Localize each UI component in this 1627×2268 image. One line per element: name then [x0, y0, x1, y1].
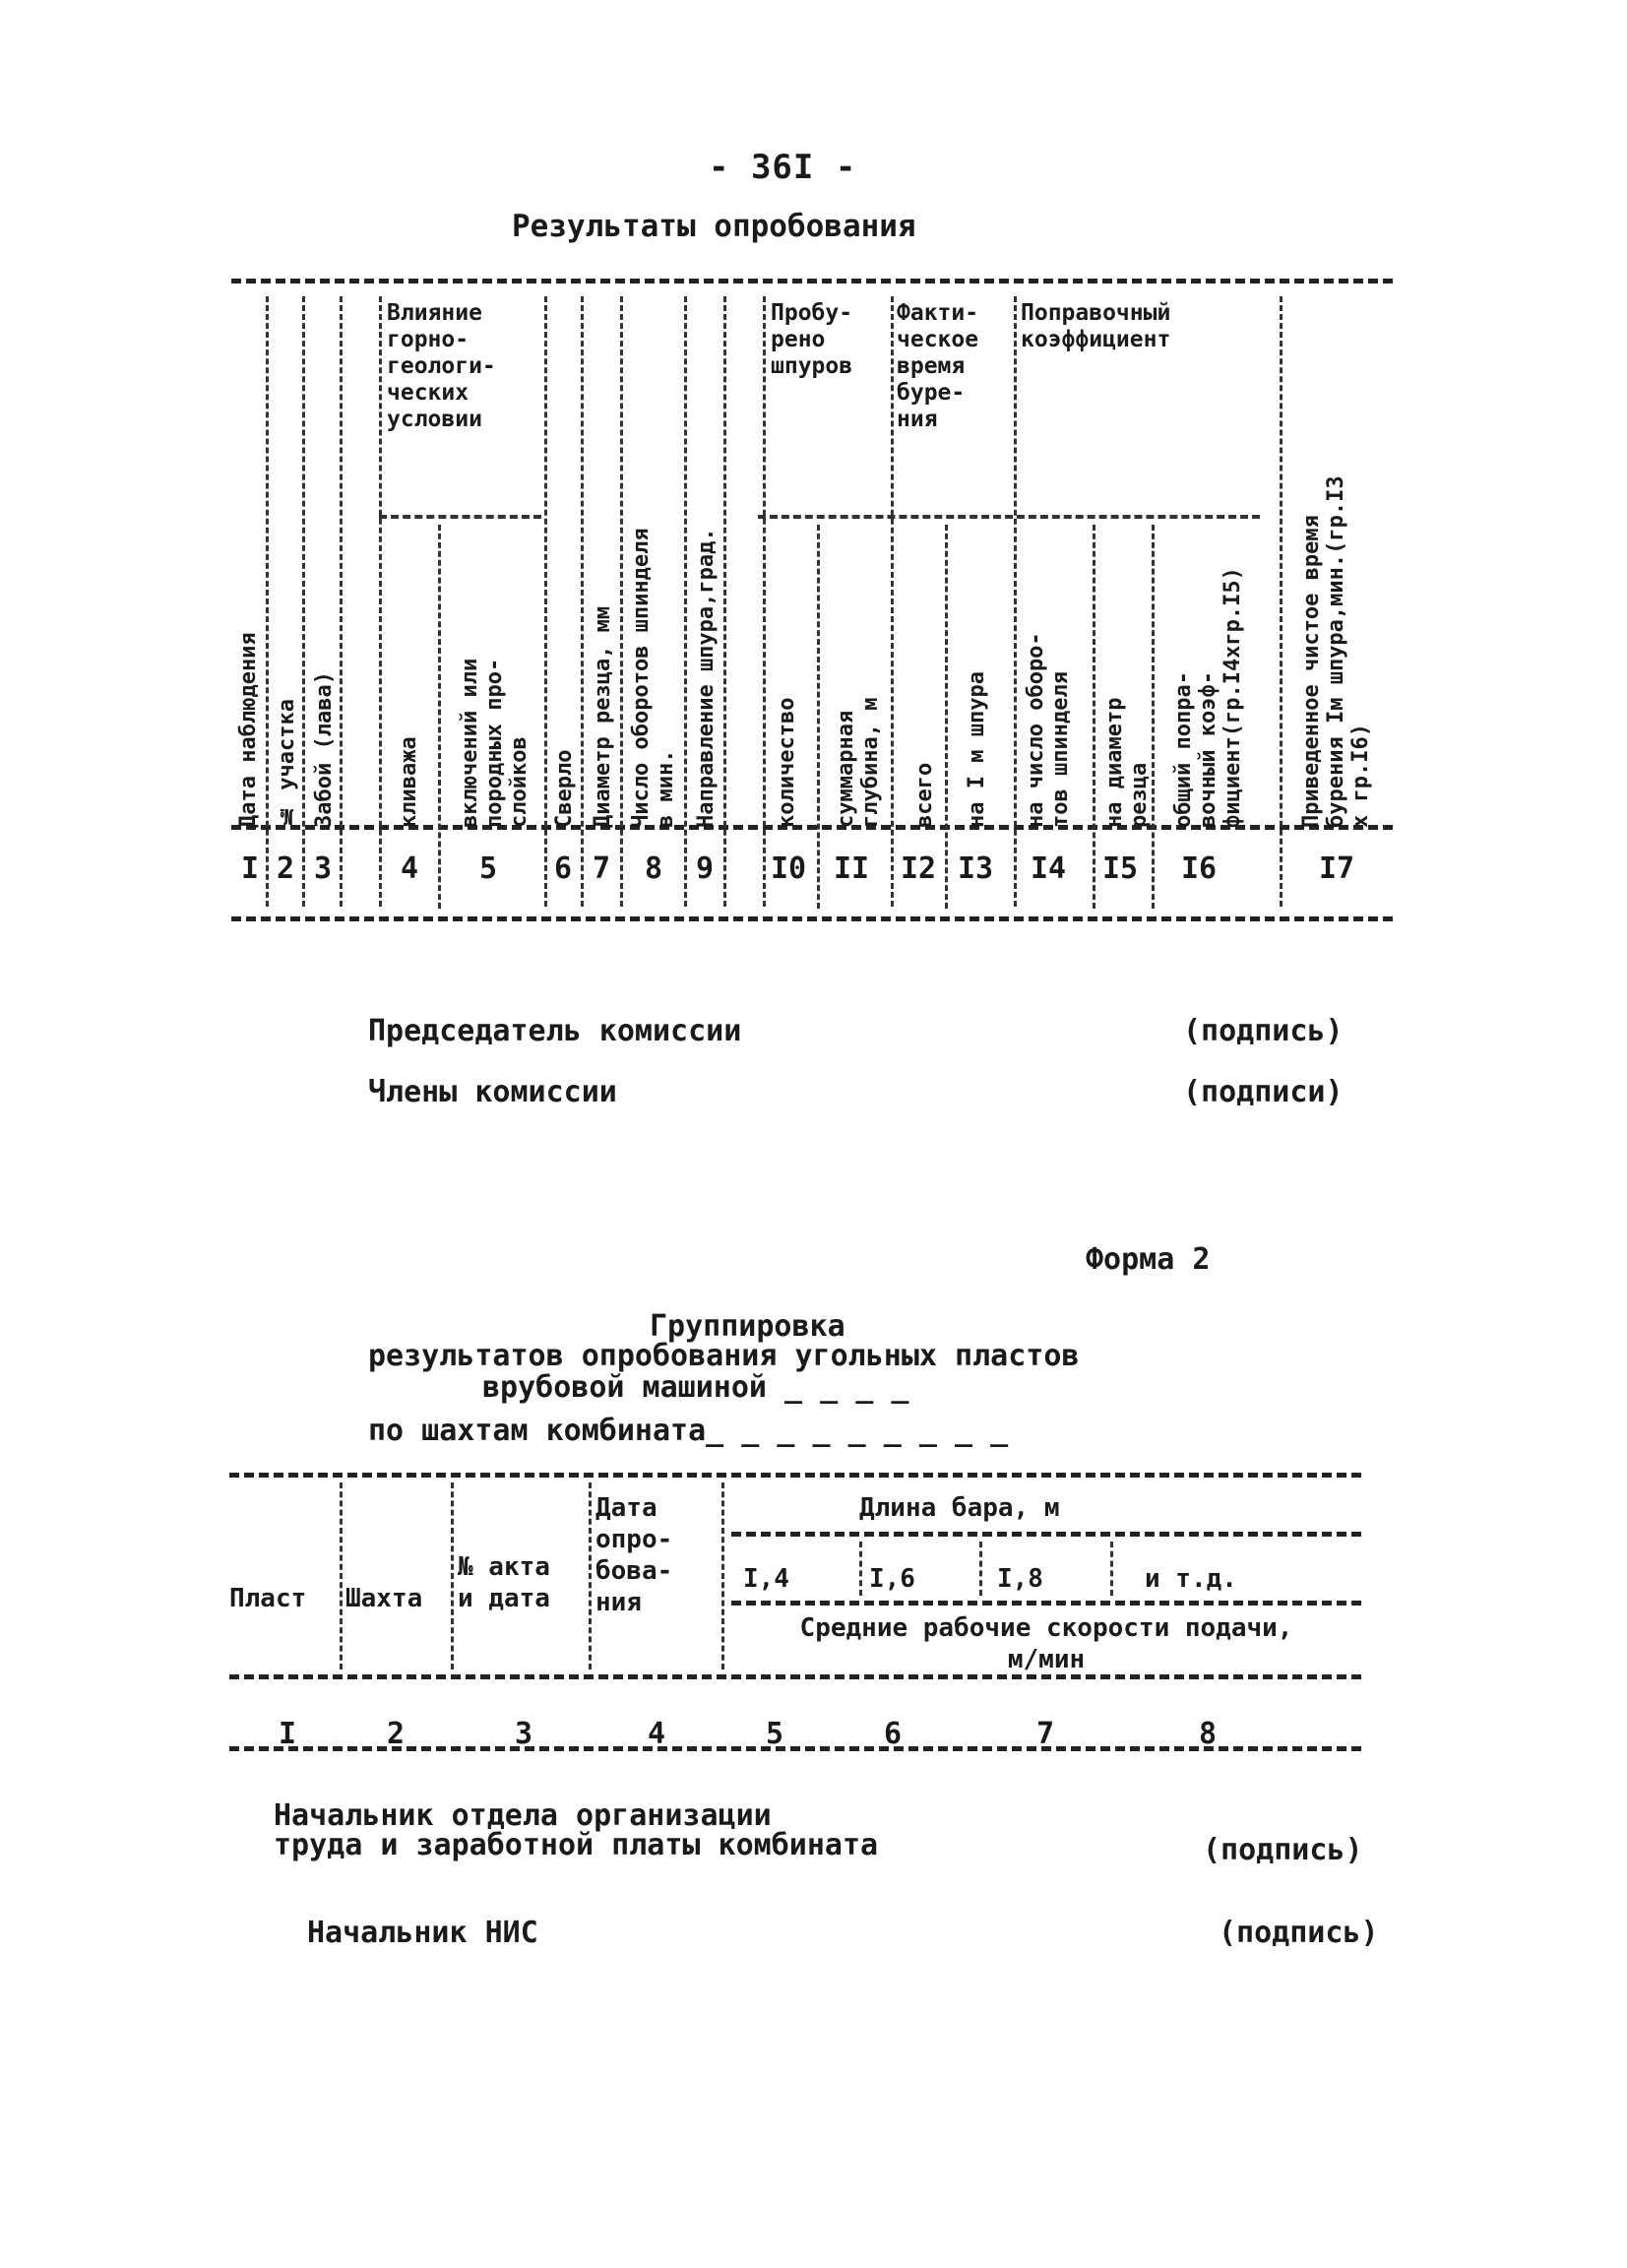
- bar-value-2: I,6: [869, 1564, 915, 1594]
- speed-header: Средние рабочие скорости подачи, м/мин: [799, 1613, 1293, 1674]
- col-sep: [1280, 296, 1283, 907]
- col-sep: [379, 296, 382, 907]
- bar-value-3: I,8: [997, 1564, 1043, 1594]
- col-number: I4: [1031, 851, 1067, 886]
- col-plast: Пласт: [229, 1584, 307, 1613]
- group-header-drilled: Пробу- рено шпуров: [771, 300, 853, 379]
- grouping-table: [229, 1473, 1361, 1753]
- bar-length-header: Длина бара, м: [859, 1493, 1060, 1523]
- col-header-7: Диаметр резца, мм: [591, 605, 615, 828]
- col-header-16: общий попра- вочный коэф- фициент(гр.I4хгр.I5): [1171, 567, 1245, 828]
- col-number: II: [834, 851, 870, 886]
- head-labor-dept-signature: (подпись): [1203, 1833, 1363, 1867]
- col-header-15: на диаметр резца: [1102, 697, 1152, 828]
- col-number: 2: [277, 851, 295, 886]
- chair-signature: (подпись): [1183, 1014, 1344, 1048]
- col-header-17: Приведенное чистое время бурения Iм шпура,мин.(гр.I3 х гр.I6): [1299, 475, 1373, 828]
- col-sep: [302, 296, 305, 907]
- table2-top-rule: [229, 1473, 1361, 1478]
- col-header-8: Число оборотов шпинделя в мин.: [629, 528, 678, 828]
- results-table: [231, 279, 1393, 926]
- members-signature: (подписи): [1183, 1075, 1344, 1109]
- col-sep: [1093, 525, 1095, 909]
- col-header-1: Дата наблюдения: [236, 632, 261, 828]
- col-test-date: Дата опро- бова- ния: [595, 1493, 673, 1617]
- col-sep: [620, 296, 623, 907]
- col-sep: [945, 525, 948, 909]
- col-sep: [340, 1482, 343, 1670]
- col-number: 5: [766, 1717, 784, 1751]
- col-sep: [438, 525, 441, 909]
- members-label: Члены комиссии: [368, 1075, 617, 1109]
- col-sep: [891, 296, 894, 907]
- col-number: 6: [884, 1717, 903, 1751]
- col-number: I: [279, 1717, 297, 1751]
- col-header-11: суммарная глубина, м: [834, 697, 883, 828]
- col-number: 2: [387, 1717, 406, 1751]
- head-nis-label: Начальник НИС: [307, 1916, 538, 1950]
- col-header-3: Забой (лава): [312, 671, 337, 828]
- col-number: I0: [771, 851, 807, 886]
- table2-values-rule: [731, 1601, 1361, 1606]
- col-sep: [544, 296, 547, 907]
- chair-label: Председатель комиссии: [368, 1014, 742, 1048]
- col-number: 5: [479, 851, 498, 886]
- col-number: 4: [648, 1717, 666, 1751]
- col-number: 8: [645, 851, 663, 886]
- col-sep: [723, 296, 726, 907]
- col-sep: [979, 1542, 982, 1596]
- table-bottom-rule: [231, 916, 1393, 921]
- col-header-12: всего: [912, 762, 937, 828]
- col-sep: [721, 1482, 724, 1670]
- col-header-13: на I м шпура: [965, 671, 989, 828]
- col-number: I3: [958, 851, 994, 886]
- form2-title-2: результатов опробования угольных пластов: [368, 1339, 1080, 1373]
- head-labor-dept-label: Начальник отдела организации труда и заработной платы комбината: [274, 1798, 879, 1862]
- col-sep: [1014, 296, 1017, 907]
- col-number: 4: [401, 851, 419, 886]
- col-header-14: на число оборо- тов шпинделя: [1024, 632, 1073, 828]
- col-number: 3: [314, 851, 333, 886]
- col-number: I7: [1319, 851, 1355, 886]
- col-header-4: кливажа: [397, 736, 421, 828]
- form2-title-1: Группировка: [650, 1309, 845, 1344]
- col-header-6: Сверло: [552, 749, 577, 828]
- col-number: 7: [593, 851, 611, 886]
- col-number: I5: [1102, 851, 1139, 886]
- col-number: I2: [901, 851, 937, 886]
- col-number: I: [241, 851, 260, 886]
- col-header-5: включений или породных про- слойков: [458, 658, 532, 828]
- form2-title-3: врубовой машиной _ _ _ _: [482, 1370, 909, 1405]
- results-title: Результаты опробования: [512, 209, 916, 244]
- col-sep: [451, 1482, 454, 1670]
- col-number: 8: [1199, 1717, 1218, 1751]
- group-header-coefficient: Поправочный коэффициент: [1021, 300, 1171, 352]
- form-label: Форма 2: [1086, 1242, 1211, 1277]
- col-number: 7: [1036, 1717, 1055, 1751]
- col-sep: [1110, 1542, 1113, 1596]
- bar-value-etc: и т.д.: [1145, 1564, 1237, 1594]
- group-header-influence: Влияние горно- геологи- ческих условии: [387, 300, 496, 432]
- head-nis-signature: (подпись): [1219, 1916, 1379, 1950]
- col-sep: [817, 525, 820, 909]
- page-number: - 36I -: [709, 148, 857, 187]
- col-sep: [340, 296, 343, 907]
- col-number: 3: [515, 1717, 533, 1751]
- col-shakhta: Шахта: [345, 1584, 423, 1613]
- col-number: I6: [1181, 851, 1218, 886]
- col-sep: [763, 296, 766, 907]
- col-header-2: № участка: [275, 699, 299, 828]
- form2-title-4: по шахтам комбината_ _ _ _ _ _ _ _ _: [368, 1414, 1009, 1448]
- col-number: 9: [696, 851, 715, 886]
- col-sep: [1152, 525, 1155, 909]
- bar-value-1: I,4: [743, 1564, 789, 1594]
- col-header-9: Направление шпура,град.: [694, 528, 719, 828]
- col-sep: [859, 1542, 862, 1596]
- col-header-10: количество: [775, 697, 799, 828]
- group-rule-influence: [379, 515, 541, 519]
- col-sep: [684, 296, 687, 907]
- col-sep: [589, 1482, 592, 1670]
- table2-bar-rule: [731, 1532, 1361, 1537]
- group-header-actual-time: Факти- ческое время буре- ния: [897, 300, 979, 432]
- col-sep: [266, 296, 269, 907]
- col-sep: [581, 296, 584, 907]
- col-act: № акта и дата: [458, 1552, 550, 1613]
- col-number: 6: [554, 851, 573, 886]
- table-top-rule: [231, 279, 1393, 284]
